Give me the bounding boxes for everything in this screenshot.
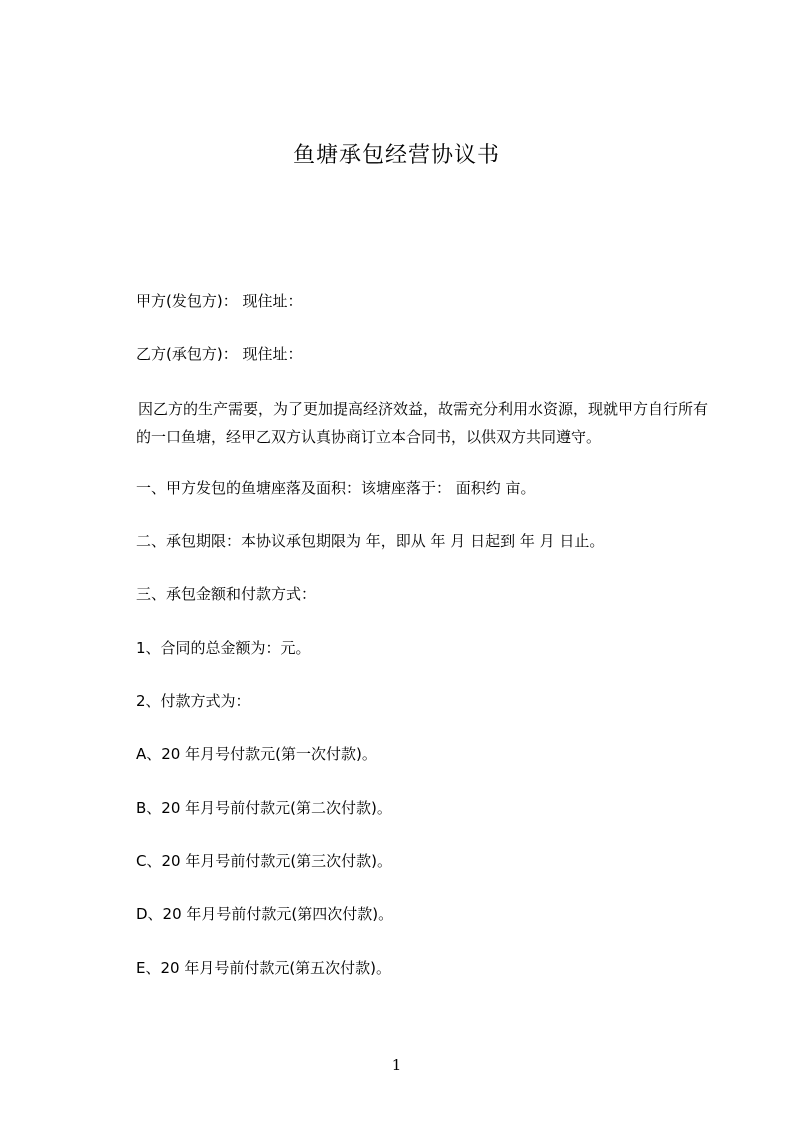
item-1: 1、合同的总金额为：元。	[136, 639, 311, 657]
item-2: 2、付款方式为：	[136, 692, 251, 710]
payment-d: D、20 年月号前付款元(第四次付款)。	[136, 905, 394, 923]
document-title: 鱼塘承包经营协议书	[292, 143, 500, 168]
clause-3: 三、承包金额和付款方式：	[136, 585, 317, 603]
payment-b: B、20 年月号前付款元(第二次付款)。	[136, 799, 392, 817]
payment-e: E、20 年月号前付款元(第五次付款)。	[136, 959, 392, 977]
intro-paragraph: 因乙方的生产需要，为了更加提高经济效益，故需充分利用水资源，现就甲方自行所有的一口鱼塘，经甲乙双方认真协商订立本合同书，以供双方共同遵守。	[136, 400, 709, 446]
party-b-line: 乙方(承包方)： 现住址：	[136, 345, 303, 363]
clause-1: 一、甲方发包的鱼塘座落及面积：该塘座落于： 面积约 亩。	[136, 479, 536, 497]
payment-c: C、20 年月号前付款元(第三次付款)。	[136, 852, 393, 870]
clause-2: 二、承包期限：本协议承包期限为 年，即从 年 月 日起到 年 月 日止。	[136, 532, 605, 550]
page-number: 1	[391, 1056, 402, 1074]
payment-a: A、20 年月号付款元(第一次付款)。	[136, 745, 377, 763]
party-a-line: 甲方(发包方)： 现住址：	[136, 292, 303, 310]
